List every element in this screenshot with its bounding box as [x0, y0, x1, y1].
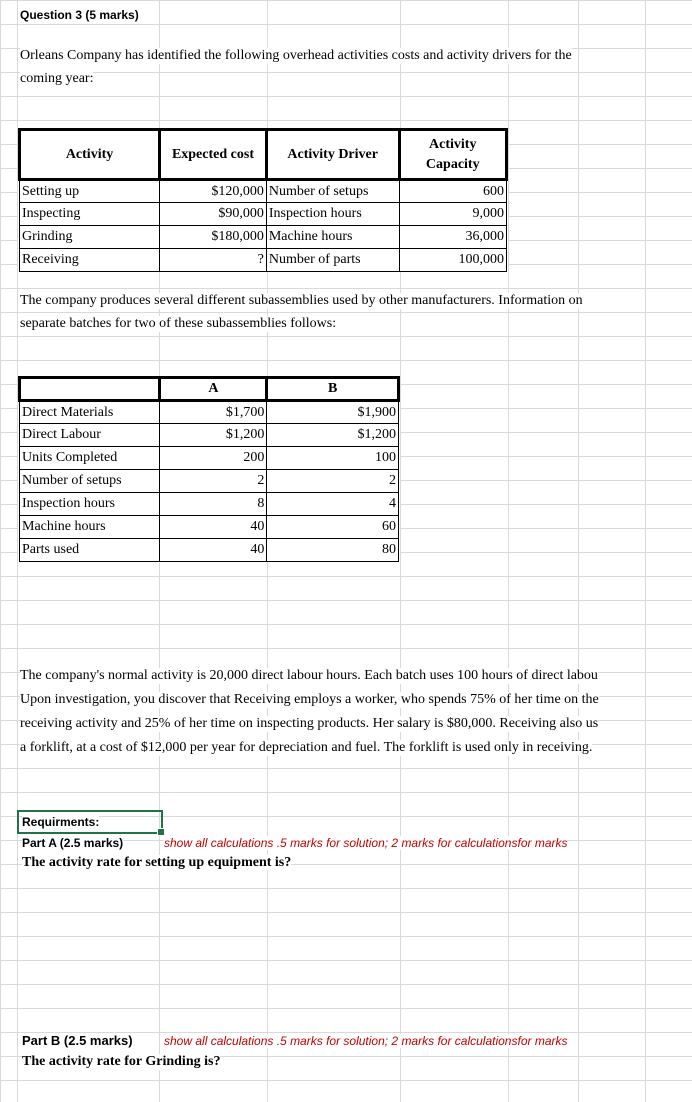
normal-activity-line-1: The company's normal activity is 20,000 direct labour hours. Each batch uses 100 hours of direct labou — [20, 668, 598, 683]
row-label[interactable]: Direct Labour — [20, 424, 160, 447]
table-row — [20, 470, 399, 493]
intro-line-1: Orleans Company has identified the following overhead activities costs and activity drivers for the — [20, 48, 572, 63]
row-label[interactable]: Parts used — [20, 539, 160, 562]
table-row — [20, 493, 399, 516]
driver-cell[interactable]: Inspection hours — [266, 203, 399, 226]
value-a[interactable]: 200 — [160, 447, 267, 470]
cost-cell[interactable]: $90,000 — [160, 203, 267, 226]
value-b[interactable]: 80 — [267, 539, 399, 562]
cost-cell[interactable]: $180,000 — [160, 226, 267, 249]
header-capacity-line-1: Activity — [429, 136, 477, 152]
value-b[interactable]: 4 — [267, 493, 399, 516]
part-b-label: Part B (2.5 marks) — [22, 1033, 133, 1048]
intro-line-2: coming year: — [20, 71, 94, 86]
activity-table — [18, 128, 508, 272]
driver-cell[interactable]: Number of parts — [266, 249, 399, 272]
grid-col — [578, 0, 579, 1102]
requirements-heading[interactable]: Requirments: — [22, 815, 100, 829]
part-b-note: show all calculations .5 marks for solution; 2 marks for calculationsfor marks — [164, 1034, 568, 1048]
row-label[interactable]: Units Completed — [20, 447, 160, 470]
grid-col — [508, 0, 509, 1102]
row-label[interactable]: Direct Materials — [20, 401, 160, 424]
header-activity[interactable]: Activity — [20, 130, 160, 180]
capacity-cell[interactable]: 600 — [399, 180, 506, 203]
question-title: Question 3 (5 marks) — [20, 8, 139, 22]
value-a[interactable]: 40 — [160, 516, 267, 539]
row-label[interactable]: Machine hours — [20, 516, 160, 539]
subassemblies-line-1: The company produces several different subassemblies used by other manufacturers. Information on — [20, 293, 583, 308]
activity-cell[interactable]: Receiving — [20, 249, 160, 272]
activity-table-header — [20, 130, 507, 180]
value-a[interactable]: $1,200 — [160, 424, 267, 447]
value-b[interactable]: 60 — [267, 516, 399, 539]
driver-cell[interactable]: Machine hours — [266, 226, 399, 249]
cost-cell[interactable]: ? — [160, 249, 267, 272]
row-label[interactable]: Number of setups — [20, 470, 160, 493]
header-a[interactable]: A — [160, 378, 267, 401]
part-a-label: Part A (2.5 marks) — [22, 836, 124, 850]
activity-cell[interactable]: Grinding — [20, 226, 160, 249]
table-row — [20, 180, 507, 203]
value-b[interactable]: 100 — [267, 447, 399, 470]
value-a[interactable]: 8 — [160, 493, 267, 516]
value-a[interactable]: 2 — [160, 470, 267, 493]
table-row — [20, 539, 399, 562]
table-row — [20, 516, 399, 539]
normal-activity-line-3: receiving activity and 25% of her time on inspecting products. Her salary is $80,000. Receiving also us — [20, 716, 599, 731]
value-b[interactable]: $1,900 — [267, 401, 399, 424]
normal-activity-line-4: a forklift, at a cost of $12,000 per year for depreciation and fuel. The forklift is used only in receiving. — [20, 740, 593, 755]
value-b[interactable]: $1,200 — [267, 424, 399, 447]
capacity-cell[interactable]: 36,000 — [399, 226, 506, 249]
grid-col — [645, 0, 646, 1102]
value-b[interactable]: 2 — [267, 470, 399, 493]
header-b[interactable]: B — [267, 378, 399, 401]
table-row — [20, 226, 507, 249]
selected-cell-outline[interactable] — [17, 810, 163, 834]
value-a[interactable]: 40 — [160, 539, 267, 562]
part-a-question: The activity rate for setting up equipment is? — [22, 855, 292, 870]
batch-table-header — [20, 378, 399, 401]
normal-activity-line-2: Upon investigation, you discover that Receiving employs a worker, who spends 75% of her time on the — [20, 692, 599, 707]
driver-cell[interactable]: Number of setups — [266, 180, 399, 203]
header-blank[interactable] — [20, 378, 160, 401]
fill-handle[interactable] — [157, 828, 165, 836]
subassemblies-line-2: separate batches for two of these subassemblies follows: — [20, 316, 337, 331]
activity-cell[interactable]: Inspecting — [20, 203, 160, 226]
activity-cell[interactable]: Setting up — [20, 180, 160, 203]
batch-table — [18, 376, 400, 562]
header-expected-cost[interactable]: Expected cost — [160, 130, 267, 180]
capacity-cell[interactable]: 100,000 — [399, 249, 506, 272]
table-row — [20, 447, 399, 470]
header-activity-driver[interactable]: Activity Driver — [266, 130, 399, 180]
row-label[interactable]: Inspection hours — [20, 493, 160, 516]
table-row — [20, 424, 399, 447]
table-row — [20, 401, 399, 424]
cost-cell[interactable]: $120,000 — [160, 180, 267, 203]
value-a[interactable]: $1,700 — [160, 401, 267, 424]
table-row — [20, 249, 507, 272]
capacity-cell[interactable]: 9,000 — [399, 203, 506, 226]
part-b-question: The activity rate for Grinding is? — [22, 1054, 221, 1069]
header-capacity-line-2: Capacity — [425, 156, 480, 172]
part-a-note: show all calculations .5 marks for solution; 2 marks for calculationsfor marks — [164, 836, 568, 850]
table-row — [20, 203, 507, 226]
header-activity-capacity[interactable] — [399, 130, 506, 180]
